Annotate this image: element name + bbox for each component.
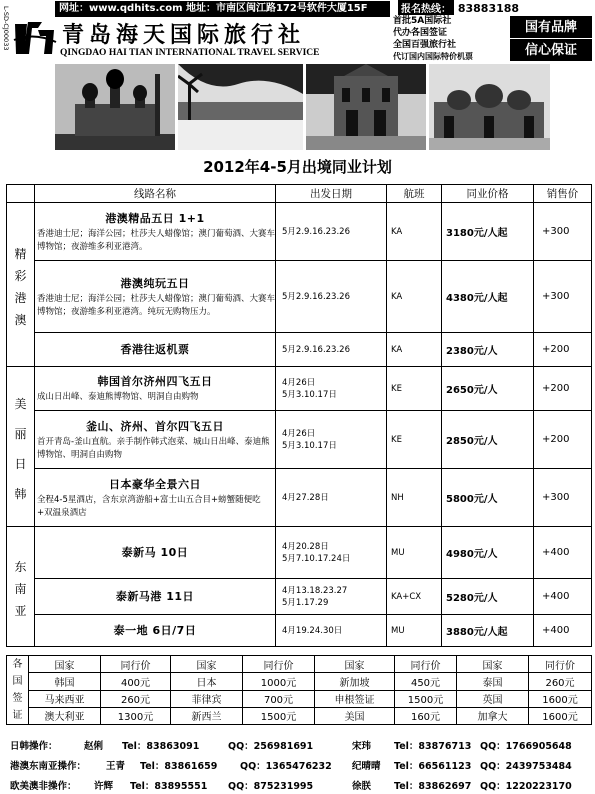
visa-price: 160元	[395, 707, 457, 724]
operator-qq: QQ：1220223170	[480, 781, 572, 792]
visa-price: 260元	[101, 690, 171, 707]
trade-price: 4380元/人起	[442, 261, 534, 333]
trade-price: 2850元/人	[442, 411, 534, 469]
visa-country: 新西兰	[171, 707, 243, 724]
visa-country: 申根签证	[315, 690, 395, 707]
retail-addon: +400	[534, 615, 592, 647]
operator-role: 港澳东南亚操作：	[10, 761, 87, 772]
trade-price: 5800元/人	[442, 469, 534, 527]
hotline-label: 报名热线：	[398, 0, 454, 15]
visa-col-country: 国家	[457, 656, 529, 673]
category-hk-macau: 精彩港澳	[7, 203, 35, 367]
visa-col-price: 同行价	[529, 656, 592, 673]
col-flight: 航班	[387, 185, 442, 203]
table-row	[7, 203, 592, 261]
departure-dates: 4月26日 5月3.10.17日	[276, 367, 387, 411]
ruins-facade-photo	[306, 64, 426, 150]
departure-dates: 5月2.9.16.23.26	[276, 261, 387, 333]
visa-country: 英国	[457, 690, 529, 707]
retail-addon: +300	[534, 203, 592, 261]
visa-price: 1000元	[243, 673, 315, 690]
route-cell	[35, 261, 276, 333]
retail-addon: +200	[534, 333, 592, 367]
credential-line: 首批5A国际社	[393, 16, 452, 26]
visa-price: 450元	[395, 673, 457, 690]
operator-tel: Tel：66561123	[394, 761, 472, 772]
visa-country: 菲律宾	[171, 690, 243, 707]
operator-role: 欧美澳非操作：	[10, 781, 77, 792]
route-name: 日本豪华全景六日	[109, 478, 201, 491]
photo-strip	[55, 64, 550, 150]
retail-addon: +300	[534, 261, 592, 333]
departure-dates: 5月2.9.16.23.26	[276, 203, 387, 261]
route-desc: 香港迪士尼；海洋公园；杜莎夫人蜡像馆；澳门葡萄酒、大赛车博物馆；夜游维多利亚港湾。	[37, 229, 276, 252]
col-departure: 出发日期	[276, 185, 387, 203]
brand-name-en: QINGDAO HAI TIAN INTERNATIONAL TRAVEL SERVICE	[60, 48, 320, 58]
visa-row	[7, 673, 592, 690]
operator-tel: Tel：83862697	[394, 781, 472, 792]
hai-tian-logo-icon	[12, 18, 58, 58]
basilica-square-photo	[429, 64, 550, 150]
table-row	[7, 367, 592, 411]
trade-price: 3180元/人起	[442, 203, 534, 261]
visa-row	[7, 707, 592, 724]
route-cell	[35, 579, 276, 615]
departure-dates: 4月26日 5月3.10.17日	[276, 411, 387, 469]
route-name: 港澳纯玩五日	[120, 277, 190, 290]
departure-dates: 4月20.28日 5月7.10.17.24日	[276, 527, 387, 579]
visa-table	[6, 655, 592, 725]
visa-price: 700元	[243, 690, 315, 707]
tropical-beach-photo	[178, 64, 303, 150]
route-desc: 香港迪士尼；海洋公园；杜莎夫人蜡像馆；澳门葡萄酒、大赛车博物馆；夜游维多利亚港湾。纯玩无购物压力。	[37, 294, 276, 317]
visa-header-row	[7, 656, 592, 673]
route-cell	[35, 469, 276, 527]
route-name: 泰新马 10日	[121, 545, 189, 559]
operator-qq: QQ：1365476232	[240, 761, 332, 772]
visa-country: 韩国	[29, 673, 101, 690]
route-name: 香港往返机票	[120, 342, 190, 356]
credential-line: 代办各国签证	[393, 28, 448, 38]
route-name: 泰新马港 11日	[115, 589, 195, 603]
visa-price: 1500元	[243, 707, 315, 724]
visa-col-price: 同行价	[243, 656, 315, 673]
visa-country: 新加坡	[315, 673, 395, 690]
onion-domes-cathedral-photo	[55, 64, 175, 150]
route-cell	[35, 527, 276, 579]
departure-dates: 4月19.24.30日	[276, 615, 387, 647]
flight-code: NH	[387, 469, 442, 527]
col-trade-price: 同业价格	[442, 185, 534, 203]
operator-name: 徐朕	[352, 781, 372, 792]
visa-col-country: 国家	[29, 656, 101, 673]
departure-dates: 5月2.9.16.23.26	[276, 333, 387, 367]
visa-country: 加拿大	[457, 707, 529, 724]
retail-addon: +200	[534, 411, 592, 469]
operator-row	[10, 777, 590, 794]
credential-line: 全国百强旅行社	[393, 40, 457, 50]
table-row	[7, 333, 592, 367]
route-name: 韩国首尔济州四飞五日	[97, 375, 213, 389]
operator-qq: QQ：1766905648	[480, 741, 572, 752]
badge-state-brand: 国有品牌	[510, 16, 592, 38]
table-row	[7, 469, 592, 527]
hotline-number: 83883188	[457, 2, 520, 15]
operator-name: 赵俐	[84, 741, 104, 752]
operator-tel: Tel：83876713	[394, 741, 472, 752]
corner-cell	[7, 185, 35, 203]
col-route: 线路名称	[35, 185, 276, 203]
operator-tel: Tel：83861659	[140, 761, 218, 772]
col-retail-price: 销售价	[534, 185, 592, 203]
trade-price: 2650元/人	[442, 367, 534, 411]
visa-price: 400元	[101, 673, 171, 690]
route-desc: 首开青岛-釜山直航。亲手制作韩式泡菜、城山日出峰、泰迪熊博物馆、明洞自由购物	[37, 437, 270, 460]
operator-name: 许辉	[94, 781, 114, 792]
flight-code: KA	[387, 261, 442, 333]
operator-row	[10, 737, 590, 757]
table-row	[7, 261, 592, 333]
plan-title: 2012年4-5月出境同业计划	[203, 158, 392, 176]
category-japan-korea: 美丽日韩	[7, 367, 35, 527]
flight-code: KE	[387, 367, 442, 411]
retail-addon: +400	[534, 527, 592, 579]
retail-addon: +300	[534, 469, 592, 527]
route-desc: 全程4-5星酒店，含东京湾游船+富士山五合目+螃蟹随便吃+双温泉酒店	[37, 495, 261, 518]
visa-price: 260元	[529, 673, 592, 690]
visa-col-country: 国家	[171, 656, 243, 673]
flight-code: KA	[387, 333, 442, 367]
flight-code: KA+CX	[387, 579, 442, 615]
itinerary-table	[6, 184, 592, 647]
operator-role: 日韩操作：	[10, 741, 58, 752]
flight-code: KE	[387, 411, 442, 469]
operator-qq: QQ：875231995	[228, 781, 314, 792]
visa-price: 1300元	[101, 707, 171, 724]
visa-price: 1600元	[529, 707, 592, 724]
flight-code: MU	[387, 527, 442, 579]
visa-price: 1600元	[529, 690, 592, 707]
visa-col-price: 同行价	[101, 656, 171, 673]
departure-dates: 4月13.18.23.27 5月1.17.29	[276, 579, 387, 615]
operator-name: 王青	[106, 761, 126, 772]
visa-row	[7, 690, 592, 707]
visa-country: 马来西亚	[29, 690, 101, 707]
visa-country: 泰国	[457, 673, 529, 690]
operator-tel: Tel：83895551	[130, 781, 208, 792]
route-desc: 成山日出峰、泰迪熊博物馆、明洞自由购物	[37, 392, 199, 403]
operator-contacts	[10, 737, 590, 794]
route-cell	[35, 203, 276, 261]
brand-name-cn: 青岛海天国际旅行社	[62, 22, 306, 48]
route-name: 釜山、济州、首尔四飞五日	[86, 420, 224, 433]
route-name: 港澳精品五日 1+1	[105, 212, 205, 225]
visa-country: 澳大利亚	[29, 707, 101, 724]
departure-dates: 4月27.28日	[276, 469, 387, 527]
hotline	[398, 0, 558, 14]
retail-addon: +400	[534, 579, 592, 615]
credential-line: 代订国内国际特价机票	[393, 52, 473, 61]
route-cell	[35, 615, 276, 647]
operator-tel: Tel：83863091	[122, 741, 200, 752]
route-cell	[35, 367, 276, 411]
trade-price: 4980元/人	[442, 527, 534, 579]
operator-qq: QQ：2439753484	[480, 761, 572, 772]
agency-credentials	[393, 15, 505, 63]
route-cell	[35, 411, 276, 469]
license-number: L-SD-CJ00033	[2, 6, 10, 51]
visa-label: 各国签证	[7, 656, 29, 725]
table-row	[7, 579, 592, 615]
trade-price: 2380元/人	[442, 333, 534, 367]
table-header-row	[7, 185, 592, 203]
operator-qq: QQ：256981691	[228, 741, 314, 752]
flight-code: KA	[387, 203, 442, 261]
route-cell	[35, 333, 276, 367]
table-row	[7, 411, 592, 469]
trade-price: 3880元/人起	[442, 615, 534, 647]
table-row	[7, 527, 592, 579]
flight-code: MU	[387, 615, 442, 647]
visa-price: 1500元	[395, 690, 457, 707]
table-row	[7, 615, 592, 647]
operator-name: 宋玮	[352, 741, 372, 752]
badge-confidence: 信心保证	[510, 39, 592, 61]
retail-addon: +200	[534, 367, 592, 411]
visa-country: 美国	[315, 707, 395, 724]
operator-row	[10, 757, 590, 777]
trade-price: 5280元/人	[442, 579, 534, 615]
visa-col-price: 同行价	[395, 656, 457, 673]
operator-name: 纪晴晴	[352, 761, 381, 772]
contact-bar: 网址：www.qdhits.com 地址：市南区闽江路172号软件大厦15F	[55, 1, 390, 17]
visa-col-country: 国家	[315, 656, 395, 673]
visa-country: 日本	[171, 673, 243, 690]
route-name: 泰一地 6日/7日	[113, 623, 197, 637]
category-southeast-asia: 东南亚	[7, 527, 35, 647]
